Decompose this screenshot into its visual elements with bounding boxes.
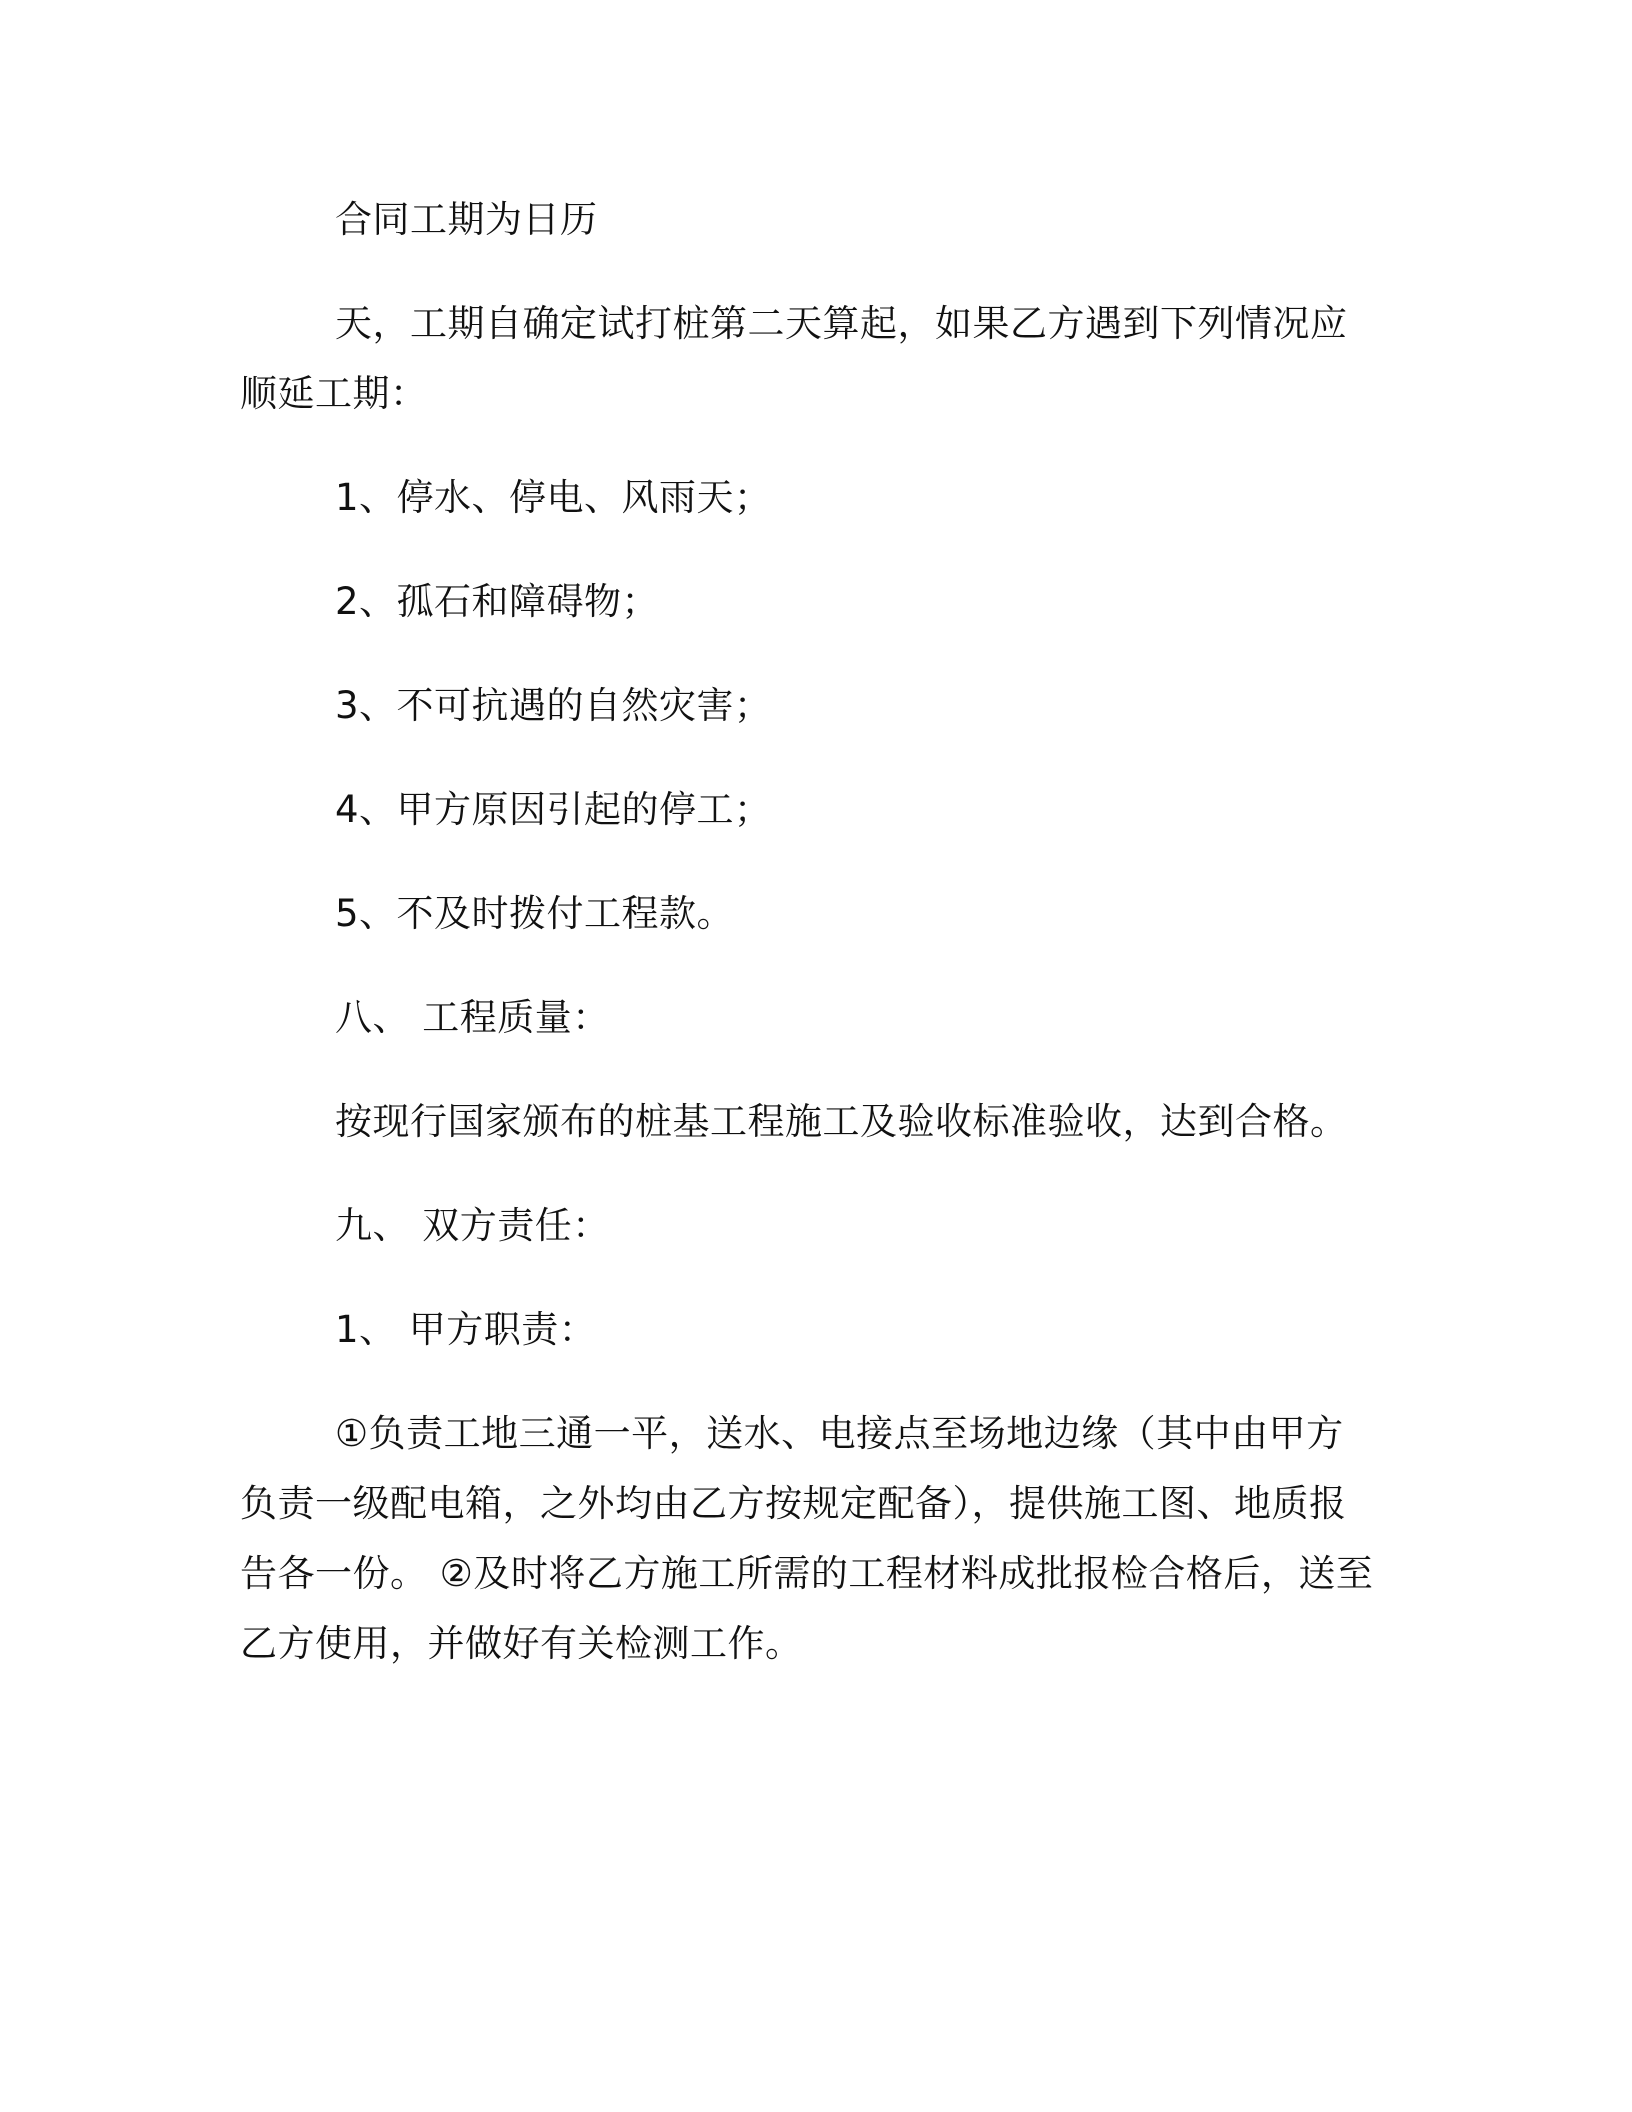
list-item-3: 3、不可抗遇的自然灾害； [335, 684, 772, 727]
paragraph-delay-conditions: 天，工期自确定试打桩第二天算起，如果乙方遇到下列情况应顺延工期： [240, 302, 1348, 415]
paragraph-contract-period: 合同工期为日历 [335, 198, 598, 241]
subheading-party-a-duties: 1、 甲方职责： [335, 1308, 597, 1351]
paragraph-party-a-duties: ①负责工地三通一平，送水、电接点至场地边缘（其中由甲方负责一级配电箱，之外均由乙方按规定配备），提供施工图、地质报告各一份。 ②及时将乙方施工所需的工程材料成批报检合格后，送至乙方使用，并做好有关检测工作。 [240, 1412, 1374, 1665]
list-item-1: 1、停水、停电、风雨天； [335, 476, 772, 519]
paragraph-quality-standard: 按现行国家颁布的桩基工程施工及验收标准验收，达到合格。 [335, 1100, 1348, 1143]
section-heading-responsibilities: 九、 双方责任： [335, 1204, 610, 1247]
document-body [240, 185, 1380, 1713]
section-heading-quality: 八、 工程质量： [335, 996, 610, 1039]
list-item-4: 4、甲方原因引起的停工； [335, 788, 772, 831]
list-item-2: 2、孤石和障碍物； [335, 580, 660, 623]
list-item-5: 5、不及时拨付工程款。 [335, 892, 735, 935]
